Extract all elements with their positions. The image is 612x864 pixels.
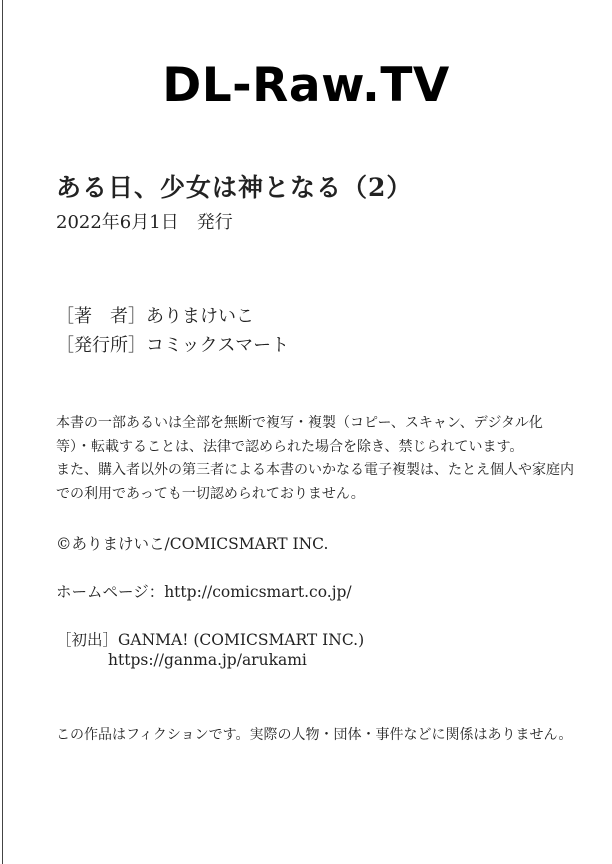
first-publication-url xyxy=(108,651,307,669)
copyright-line: ©ありまけいこ/COMICSMART INC. xyxy=(56,535,329,553)
publisher-name: コミックスマート xyxy=(146,335,290,356)
copyright-notice xyxy=(56,412,574,506)
notice-line: 本書の一部あるいは全部を無断で複写・複製（コピー、スキャン、デジタル化 xyxy=(56,415,543,431)
author-name: ありまけいこ xyxy=(146,306,254,327)
homepage-link[interactable]: http://comicsmart.co.jp/ xyxy=(164,583,352,601)
publication-date: 2022年6月1日 発行 xyxy=(56,212,233,233)
watermark-text: DL-Raw.TV xyxy=(162,58,450,113)
notice-line: また、購入者以外の第三者による本書のいかなる電子複製は、たとえ個人や家庭内 xyxy=(56,462,574,478)
page-edge-rule xyxy=(2,0,3,864)
publisher-label: ［発行所］ xyxy=(56,335,146,356)
book-title: ある日、少女は神となる（2） xyxy=(56,173,413,202)
first-publication-label: ［初出］ xyxy=(56,631,119,649)
fiction-disclaimer: この作品はフィクションです。実際の人物・団体・事件などに関係はありません。 xyxy=(56,727,573,743)
notice-line: での利用であっても一切認められておりません。 xyxy=(56,485,365,502)
first-publication-name: GANMA! (COMICSMART INC.) xyxy=(118,631,365,649)
homepage-line xyxy=(56,580,352,602)
publisher-credit xyxy=(56,331,289,357)
author-label: ［著 者］ xyxy=(56,306,146,327)
homepage-label: ホームページ： xyxy=(56,583,165,601)
first-publication-link[interactable]: https://ganma.jp/arukami xyxy=(108,651,307,669)
first-publication-line xyxy=(56,628,364,650)
notice-line: 等）・転載することは、法律で認められた場合を除き、禁じられています。 xyxy=(56,438,524,455)
author-credit xyxy=(56,302,254,328)
